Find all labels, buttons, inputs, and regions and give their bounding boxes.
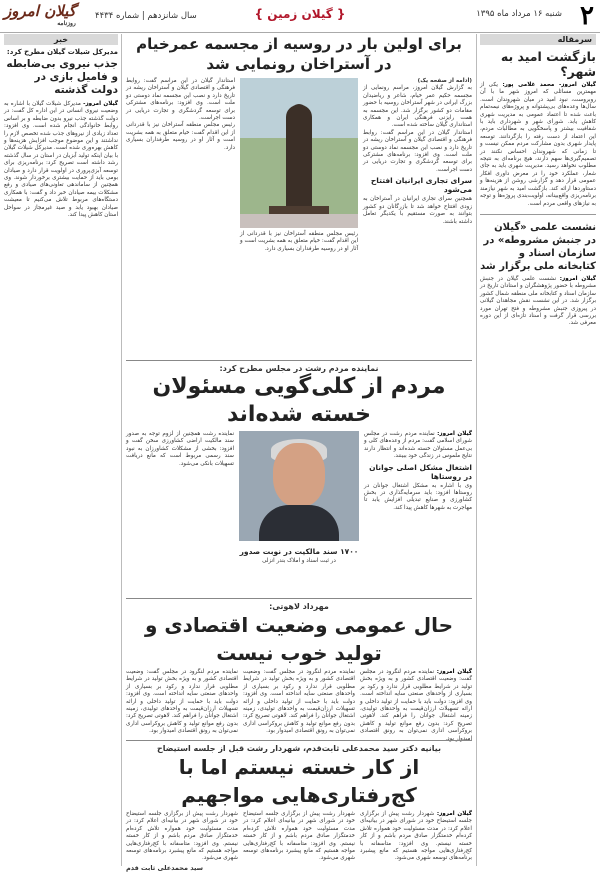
section-label: گیلان زمین: [267, 7, 333, 21]
khayyam-subhead: سرای تجاری ایرانیان افتتاح می‌شود: [370, 176, 472, 195]
mayor-body: [360, 811, 472, 872]
year-issue: سال شانزدهم | شماره ۴۴۳۴: [95, 11, 197, 21]
rasht-mp-photo-col: [239, 431, 359, 581]
rasht-mp-kicker: نماینده مردم رشت در مجلس مطرح کرد:: [219, 364, 379, 373]
rasht-mp-text-a: نماینده مردم رشت در مجلس شورای اسلامی گفت: مردم از وعده‌های کلی و بی‌عمل مسئولان خسته شده‌اند و انتظار دارند نتایج ملموس در زندگی خود ببینند.: [364, 431, 472, 460]
fisheries-body: [4, 101, 118, 220]
divider: [126, 740, 472, 741]
conference-text: نشست علمی گیلان در جنبش مشروطه با حضور پژوهشگران و استادان تاریخ در سازمان اسناد و کتابخانه ملی منطقه شمال کشور برگزار شد. در این نشست نقش مجاهدان گیلانی در پیروزی جنبش مشروطه و فتح تهران مورد بررسی قرار گرفت و اسناد تازه‌ای از این دوره معرفی شد.: [480, 275, 596, 327]
khayyam-body-a: به گزارش گیلان امروز، مراسم رونمایی از مجسمه حکیم عمر خیام، شاعر و ریاضیدان بزرگ ایرانی در شهر آستراخان روسیه با حضور مقامات دو کشور برگزار شد. این مجسمه به همت رایزنی فرهنگی ایران و همکاری استانداری گیلان ساخته شده است.: [363, 85, 472, 129]
mayor-columns: [126, 811, 472, 872]
story-khayyam: [126, 34, 472, 356]
editorial-column: [476, 34, 596, 866]
deeds-title: ۱۷۰۰ سند مالکیت در نوبت صدور: [239, 547, 359, 556]
divider: [480, 214, 596, 215]
fisheries-byline: گیلان امروز-: [83, 101, 118, 107]
rasht-mp-portrait: [239, 431, 359, 541]
lahouti-body: [360, 669, 472, 743]
khayyam-body-d: همچنین سرای تجاری ایرانیان در آستراخان به زودی افتتاح خواهد شد تا بازرگانان دو کشور بتوانند به صورت مستقیم با یکدیگر تعامل داشته باشند.: [363, 196, 472, 225]
rasht-mp-byline: گیلان امروز:: [437, 431, 472, 437]
lahouti-columns: [126, 669, 472, 743]
mayor-signature: سید محمدعلی ثابت قدم: [126, 863, 204, 872]
rasht-mp-body-c: نماینده رشت همچنین از لزوم توجه به صدور سند مالکیت اراضی کشاورزی سخن گفت و افزود: بخشی از مشکلات کشاورزان به نبود سند رسمی مربوط است که مانع دریافت تسهیلات بانکی می‌شود.: [126, 431, 234, 467]
khayyam-caption: (ادامه از صفحه یک): [417, 78, 472, 84]
masthead: [0, 0, 600, 33]
story-title-conference: نشست علمی «گیلان در جنبش مشروطه» در سازمان اسناد و کتابخانه ملی برگزار شد: [480, 221, 596, 272]
khayyam-col-left: [126, 78, 235, 253]
editorial-text: یکی از مهمترین مسائلی که امروز شهر ما با آن روبروست، نبود امید در میان شهروندان است. سال‌ها وعده‌های بی‌پشتوانه و پروژه‌های نیمه‌تمام باعث شده تا اعتماد عمومی به مدیریت شهری کاهش یابد. شورای شهر و شهرداری باید با شفافیت بیشتر و پاسخگویی به مطالبات مردم، این اعتماد از دست رفته را بازگردانند. توسعه پایدار شهری بدون مشارکت مردم ممکن نیست و تا زمانی که شهروندان احساس نکنند در تصمیم‌گیری‌ها سهم دارند، هیچ برنامه‌ای به نتیجه مطلوب نخواهد رسید. مدیریت شهری باید به جای شعار، عملکرد خود را در معرض داوری افکار عمومی قرار دهد و گزارشی روشن از هزینه‌ها و دستاوردها ارائه کند. بازگشت امید به شهر نیازمند برنامه‌ریزی واقع‌بینانه، اولویت‌بندی پروژه‌ها و توجه به نیازهای واقعی مردم است.: [480, 82, 596, 207]
rasht-mp-body-b: وی با اشاره به مشکل اشتغال جوانان در روستاها افزود: باید سرمایه‌گذاری در بخش کشاورزی و صنایع تبدیلی افزایش یابد تا مهاجرت به شهرها کاهش پیدا کند.: [364, 482, 472, 511]
conference-byline: گیلان امروز:: [559, 275, 596, 282]
khayyam-body-c-cont: رئیس مجلس منطقه آستراخان نیز با قدردانی از این اقدام گفت: خیام متعلق به همه بشریت است و آثار او در روسیه طرفداران بسیاری دارد.: [126, 122, 235, 151]
mayor-body-cont-2: [126, 811, 238, 872]
deeds-caption: [239, 545, 359, 565]
divider: [126, 360, 472, 361]
portrait-suit: [259, 505, 339, 541]
logo-tag: روزنامه: [57, 20, 76, 27]
khayyam-photo-col: [240, 78, 358, 253]
news-tag: خبر: [4, 34, 118, 45]
main-content: [126, 34, 472, 872]
rasht-mp-col-right: [364, 431, 472, 581]
khayyam-body-a-cont: استاندار گیلان در این مراسم گفت: روابط فرهنگی و اقتصادی گیلان و آستراخان ریشه در تاریخ دارد و نصب این مجسمه نماد دوستی دو ملت است. وی افزود: برنامه‌های مشترکی برای توسعه گردشگری و تجارت دریایی در دست اجراست.: [126, 78, 235, 122]
editorial-byline: گیلان امروز- محمد غلامی پور:: [502, 82, 597, 88]
bracket-right-icon: {: [336, 7, 346, 21]
fisheries-title: جذب نیروی بی‌ضابطه و فامیل بازی در دولت گذشته: [6, 58, 118, 96]
khayyam-statue-photo: [240, 78, 358, 228]
publish-date: شنبه ۱۶ مرداد ماه ۱۳۹۵: [476, 9, 562, 19]
page-number: ۲: [580, 1, 594, 31]
khayyam-body-b: استاندار گیلان در این مراسم گفت: روابط فرهنگی و اقتصادی گیلان و آستراخان ریشه در تاریخ دارد و نصب این مجسمه نماد دوستی دو ملت است. وی افزود: برنامه‌های مشترکی برای توسعه گردشگری و تجارت دریایی در دست اجراست.: [363, 129, 472, 173]
rasht-mp-subhead: اشتغال مشکل اصلی جوانان در روستاها: [369, 462, 472, 481]
story-lahouti: [126, 602, 472, 742]
editorial-tag: سرمقاله: [480, 34, 596, 45]
story-rasht-mp: [126, 364, 472, 594]
lahouti-kicker: مهرداد لاهوتی:: [269, 602, 329, 611]
editorial-body: [480, 82, 596, 208]
logo-text: گیلان امروز: [4, 2, 76, 20]
fisheries-kicker: مدیرکل شیلات گیلان مطرح کرد:: [6, 48, 118, 56]
editorial-title: بازگشت امید به شهر؟: [500, 49, 596, 79]
khayyam-columns: [126, 78, 472, 253]
lahouti-body-cont-2: نماینده مردم لنگرود در مجلس گفت: وضعیت اقتصادی کشور و به ویژه بخش تولید در شرایط مطلوبی قرار ندارد و رکود بر بسیاری از واحدهای صنعتی سایه انداخته است. وی افزود: دولت باید با حمایت از تولید داخلی و ارائه تسهیلات ارزان‌قیمت به واحدهای تولیدی، زمینه اشتغال جوانان را فراهم کند. لاهوتی تصریح کرد: بدون رفع موانع تولید و کاهش بروکراسی اداری نمی‌توان به رونق اقتصادی امیدوار بود.: [126, 669, 238, 735]
khayyam-body-c: رئیس مجلس منطقه آستراخان نیز با قدردانی از این اقدام گفت: خیام متعلق به همه بشریت است و آثار او در روسیه طرفداران بسیاری دارد.: [240, 231, 358, 252]
divider: [126, 598, 472, 599]
mayor-text: شهردار رشت پیش از برگزاری جلسه استیضاح خود در شورای شهر در بیانیه‌ای اعلام کرد: در مدت مسئولیت خود همواره تلاش کرده‌ام خدمتگزار صادق مردم باشم و از کار خسته نیستم. وی افزود: متاسفانه با کج‌رفتاری‌هایی مواجه هستیم که مانع پیشبرد برنامه‌های توسعه شهری می‌شود.: [360, 811, 472, 862]
rasht-mp-headline: مردم از کلی‌گویی مسئولان خسته شده‌اند: [152, 374, 446, 427]
newspaper-logo: [4, 2, 76, 27]
khayyam-col-right: [363, 78, 472, 253]
rasht-mp-columns: [126, 431, 472, 581]
section-title: [245, 4, 355, 24]
fisheries-text: مدیرکل شیلات گیلان با اشاره به وضعیت نیروی انسانی در این اداره کل گفت: در دولت گذشته جذب نیرو بدون ضابطه و بر اساس روابط خانوادگی انجام شده است. وی افزود: تعداد زیادی از نیروهای جذب شده تخصص لازم را نداشتند و این موضوع موجب افزایش هزینه‌ها و کاهش بهره‌وری شده است. مدیرکل شیلات گیلان با بیان اینکه تولید آبزیان در استان در سال گذشته رشد داشته است تصریح کرد: برنامه‌ریزی برای توسعه آبزی‌پروری در اولویت قرار دارد و صیادان بومی باید از حمایت بیشتری برخوردار شوند. وی همچنین از ساماندهی تعاونی‌های صیادی و رفع مشکلات بیمه صیادان خبر داد و گفت: با همکاری دستگاه‌های مربوط تلاش می‌کنیم تا معیشت صیادان بهبود یابد و صید غیرمجاز در سواحل استان کاهش پیدا کند.: [4, 101, 118, 219]
story-body-conference: [480, 276, 596, 328]
khayyam-headline: برای اولین بار در روسیه از مجسمه عمرخیام در آستراخان رونمایی شد: [136, 35, 462, 73]
story-mayor: [126, 744, 472, 872]
mayor-headline: از کار خسته نیستم اما با کج‌رفتاری‌هایی مواجهیم: [178, 755, 420, 807]
rasht-mp-col-left: [126, 431, 234, 581]
mayor-kicker: بیانیه دکتر سید محمدعلی ثابت‌قدم، شهردار رشت قبل از جلسه استیضاح: [156, 744, 442, 753]
rasht-mp-body-a: [364, 431, 472, 461]
bracket-left-icon: }: [254, 7, 264, 21]
photo-flowers: [240, 214, 358, 228]
mayor-body-cont: شهردار رشت پیش از برگزاری جلسه استیضاح خود در شورای شهر در بیانیه‌ای اعلام کرد: در مدت مسئولیت خود همواره تلاش کرده‌ام خدمتگزار صادق مردم باشم و از کار خسته نیستم. وی افزود: متاسفانه با کج‌رفتاری‌هایی مواجه هستیم که مانع پیشبرد برنامه‌های توسعه شهری می‌شود.: [243, 811, 355, 862]
lahouti-byline: گیلان امروز:: [436, 669, 472, 675]
lahouti-body-cont: نماینده مردم لنگرود در مجلس گفت: وضعیت اقتصادی کشور و به ویژه بخش تولید در شرایط مطلوبی قرار ندارد و رکود بر بسیاری از واحدهای صنعتی سایه انداخته است. وی افزود: دولت باید با حمایت از تولید داخلی و ارائه تسهیلات ارزان‌قیمت به واحدهای تولیدی، زمینه اشتغال جوانان را فراهم کند. لاهوتی تصریح کرد: بدون رفع موانع تولید و کاهش بروکراسی اداری نمی‌توان به رونق اقتصادی امیدوار بود.: [243, 669, 355, 735]
lahouti-headline: حال عمومی وضعیت اقتصادی و تولید خوب نیست: [144, 613, 454, 665]
deeds-subtitle: در ثبت اسناد و املاک بندر انزلی: [262, 558, 336, 564]
statue-body: [286, 105, 312, 210]
portrait-face: [273, 443, 325, 507]
lahouti-text: نماینده مردم لنگرود در مجلس گفت: وضعیت اقتصادی کشور و به ویژه بخش تولید در شرایط مطلوبی قرار ندارد و رکود بر بسیاری از واحدهای صنعتی سایه انداخته است. وی افزود: دولت باید با حمایت از تولید داخلی و ارائه تسهیلات ارزان‌قیمت به واحدهای تولیدی، زمینه اشتغال جوانان را فراهم کند. لاهوتی تصریح کرد: بدون رفع موانع تولید و کاهش بروکراسی اداری نمی‌توان به رونق اقتصادی امیدوار بود.: [360, 669, 472, 742]
mayor-byline: گیلان امروز:: [436, 811, 472, 817]
mayor-text-cont: شهردار رشت پیش از برگزاری جلسه استیضاح خود در شورای شهر در بیانیه‌ای اعلام کرد: در مدت مسئولیت خود همواره تلاش کرده‌ام خدمتگزار صادق مردم باشم و از کار خسته نیستم. وی افزود: متاسفانه با کج‌رفتاری‌هایی مواجه هستیم که مانع پیشبرد برنامه‌های توسعه شهری می‌شود.: [126, 811, 238, 862]
news-column: [4, 34, 122, 866]
